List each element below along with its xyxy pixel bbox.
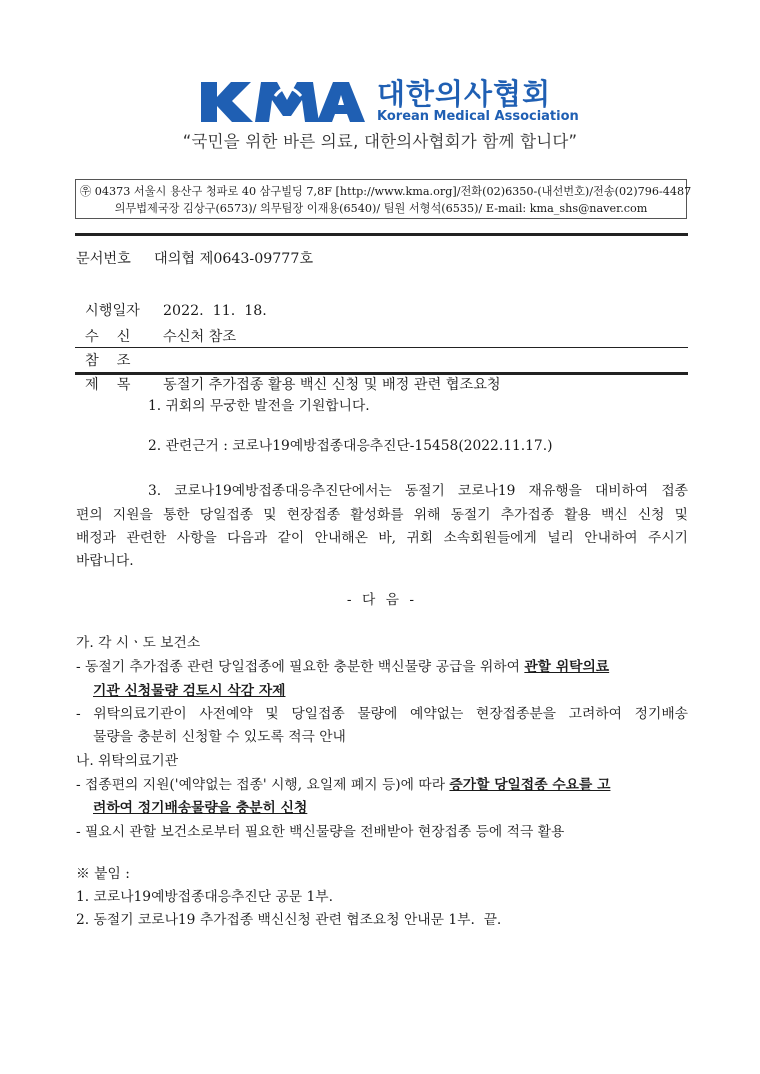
section-ga-title: 가. 각 시ㆍ도 보건소 — [76, 635, 201, 651]
address-line-1: ㉾ 04373 서울시 용산구 청파로 40 삼구빌딩 7,8F [http://www.kma.org]/전화(02)6350-(내선번호)/전송(02)796-4487 — [80, 185, 692, 198]
reference-label: 참 조 — [85, 353, 131, 369]
subject-value: 동절기 추가접종 활용 백신 신청 및 배정 관련 협조요청 — [163, 377, 501, 393]
ga-item-1-line-2 — [93, 679, 285, 699]
address-line-2: 의무법제국장 김상구(6573)/ 의무팀장 이재용(6540)/ 팀원 서형석(6535)/ E-mail: kma_shs@naver.com — [114, 202, 648, 215]
paragraph-3-line-2: 편의 지원을 통한 당일접종 및 현장접종 활성화를 위해 동절기 추가접종 활용 백신 신청 및 — [76, 507, 688, 523]
paragraph-1: 1. 귀회의 무궁한 발전을 기원합니다. — [148, 398, 370, 414]
ga-item-1-emphasis-2: 기관 신청물량 검토시 삭감 자제 — [93, 683, 286, 699]
ga-item-2-line-1: - 위탁의료기관이 사전예약 및 당일접종 물량에 예약없는 현장접종분을 고려하여 정기배송 — [76, 706, 688, 722]
address-box — [75, 179, 692, 219]
attachment-2: 2. 동절기 코로나19 추가접종 백신신청 관련 협조요청 안내문 1부. 끝. — [76, 912, 502, 928]
date-label: 시행일자 — [85, 303, 140, 319]
slogan: “국민을 위한 바른 의료, 대한의사협회가 함께 합니다” — [182, 132, 578, 151]
na-item-1-emphasis-2: 려하여 정기배송물량을 충분히 신청 — [93, 800, 308, 816]
ga-item-1-text: - 동절기 추가접종 관련 당일접종에 필요한 충분한 백신물량 공급을 위하여 — [76, 659, 525, 675]
daum-heading: - 다 음 - — [346, 592, 418, 608]
paragraph-3-line-4: 바랍니다. — [76, 553, 134, 569]
na-item-1-emphasis-1: 증가할 당일접종 수요를 고 — [449, 777, 611, 793]
recipient-value: 수신처 참조 — [163, 329, 237, 345]
ga-item-1-line-1 — [76, 655, 688, 675]
attachment-title: ※ 붙임 : — [76, 866, 130, 882]
doc-number-label: 문서번호 — [76, 251, 131, 267]
attachment-1: 1. 코로나19예방접종대응추진단 공문 1부. — [76, 889, 333, 905]
na-item-1-text: - 접종편의 지원('예약없는 접종' 시행, 요일제 폐지 등)에 따라 — [76, 777, 450, 793]
recipient-label: 수 신 — [85, 329, 131, 345]
logo-korean-name: 대한의사협회 — [377, 76, 552, 111]
kma-logo — [199, 78, 579, 124]
header-divider — [75, 233, 688, 236]
logo-english-name: Korean Medical Association — [377, 108, 579, 124]
doc-number-row — [76, 246, 313, 272]
paragraph-3-line-3: 배정과 관련한 사항을 다음과 같이 안내해온 바, 귀회 소속회원들에게 널리 안내하여 주시기 — [76, 530, 688, 546]
na-item-1-line-2 — [93, 796, 307, 816]
doc-number-value: 대의협 제0643-09777호 — [154, 251, 314, 267]
na-item-1-line-1 — [76, 773, 688, 793]
kma-logo-mark-icon — [199, 78, 365, 124]
ga-item-2-line-2: 물량을 충분히 신청할 수 있도록 적극 안내 — [93, 729, 346, 745]
paragraph-3-line-1: 3. 코로나19예방접종대응추진단에서는 동절기 코로나19 재유행을 대비하여 접종 — [148, 483, 688, 499]
section-na-title: 나. 위탁의료기관 — [76, 753, 179, 769]
ga-item-1-emphasis-1: 관할 위탁의료 — [524, 659, 610, 675]
date-value: 2022. 11. 18. — [163, 303, 267, 319]
na-item-2: - 필요시 관할 보건소로부터 필요한 백신물량을 전배받아 현장접종 등에 적극 활용 — [76, 824, 565, 840]
paragraph-2: 2. 관련근거 : 코로나19예방접종대응추진단-15458(2022.11.17.) — [148, 438, 553, 454]
subject-label: 제 목 — [85, 377, 131, 393]
subject-divider — [75, 372, 688, 375]
